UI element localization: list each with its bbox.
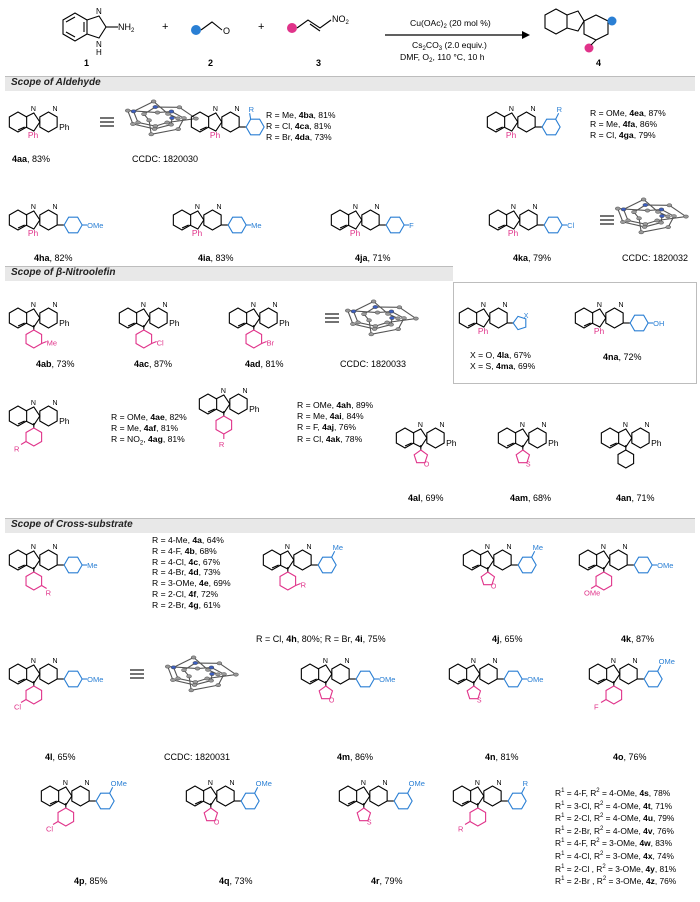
structure-4ia: [173, 204, 261, 238]
list-item: X = O, 4la, 67%: [470, 350, 531, 360]
structure-4q: [186, 779, 272, 826]
list-item: $R^1 = 4-F$, $R^2 = 4-OMe$, 4s, 78%: [555, 787, 671, 798]
svg-text:Ph: Ph: [651, 438, 662, 448]
svg-text:N: N: [470, 658, 476, 665]
structure-4p: [41, 779, 127, 833]
svg-text:N: N: [216, 204, 222, 211]
svg-text:Ph: Ph: [505, 130, 517, 140]
svg-text:N: N: [52, 544, 58, 551]
crystal-structure-1820033: [345, 300, 418, 336]
label-4ac: 4ac, 87%: [134, 359, 173, 369]
structure-4k: [579, 544, 673, 598]
structure-4al: [396, 422, 456, 469]
svg-text:N: N: [229, 780, 235, 787]
svg-text:N: N: [30, 544, 36, 551]
label-4r: 4r, 79%: [371, 876, 403, 886]
svg-text:Me: Me: [532, 543, 544, 553]
svg-text:O: O: [490, 583, 497, 591]
list-item: R = Cl, 4ak, 78%: [297, 433, 363, 444]
svg-text:R: R: [300, 580, 307, 590]
svg-text:OMe: OMe: [408, 779, 425, 789]
crystal-structure-1820030: [125, 100, 198, 136]
list-item: $R^1 = 2-Cl$, $R^2 = 4-OMe$, 4u, 79%: [555, 812, 675, 823]
svg-text:N: N: [506, 544, 512, 551]
scheme-drawing: [0, 0, 700, 72]
label-4n: 4n, 81%: [485, 752, 519, 762]
svg-text:Ph: Ph: [191, 228, 203, 238]
svg-text:Ph: Ph: [209, 130, 221, 140]
label-4p: 4p, 85%: [74, 876, 108, 886]
svg-text:N: N: [510, 204, 516, 211]
svg-text:N: N: [439, 422, 445, 429]
compound-3-label: 3: [316, 58, 322, 68]
structure-4ka: [489, 204, 574, 238]
svg-text:R: R: [522, 779, 529, 789]
svg-text:N: N: [284, 544, 290, 551]
svg-text:N: N: [52, 106, 58, 113]
compound-2-structure: [191, 22, 222, 35]
svg-text:Ph: Ph: [59, 416, 70, 426]
arrow-head: [522, 31, 530, 39]
svg-text:OMe: OMe: [110, 779, 127, 789]
svg-text:Cl: Cl: [14, 702, 22, 712]
svg-text:Me: Me: [332, 543, 344, 553]
svg-text:N: N: [52, 658, 58, 665]
svg-text:R: R: [248, 105, 255, 115]
list-item: R = Cl, 4ga, 79%: [590, 130, 656, 141]
svg-text:N: N: [140, 302, 146, 309]
svg-text:S: S: [525, 461, 531, 469]
svg-text:OMe: OMe: [657, 561, 674, 570]
svg-text:N: N: [272, 302, 278, 309]
list-4s-4z: [555, 786, 676, 887]
svg-text:N: N: [352, 204, 358, 211]
svg-text:OMe: OMe: [527, 675, 544, 684]
list-4ba-4da: [266, 110, 336, 144]
list-item: R = F, 4aj, 76%: [297, 422, 357, 433]
svg-text:N: N: [52, 400, 58, 407]
list-item: R = Me, 4af, 81%: [111, 423, 179, 434]
label-4q: 4q, 73%: [219, 876, 253, 886]
svg-text:N: N: [610, 658, 616, 665]
svg-text:R: R: [45, 588, 52, 598]
svg-text:Ph: Ph: [169, 318, 180, 328]
list-4ah-4ak: [297, 400, 373, 445]
condition-base: $Cs_2CO_3$ (2.0 equiv.): [412, 40, 487, 52]
svg-text:N: N: [492, 658, 498, 665]
list-item: X = S, 4ma, 69%: [470, 361, 536, 372]
nh-h-label: H: [96, 48, 102, 57]
section-title-aldehyde: Scope of Aldehyde: [11, 77, 101, 88]
plus-sign-1: +: [162, 21, 169, 33]
svg-text:N: N: [360, 780, 366, 787]
svg-text:Ph: Ph: [27, 228, 39, 238]
svg-text:N: N: [600, 544, 606, 551]
plus-sign-2: +: [258, 21, 265, 33]
svg-text:S: S: [366, 819, 372, 827]
section-title-nitroolefin: Scope of β-Nitroolefin: [11, 267, 116, 278]
svg-text:Ph: Ph: [548, 438, 559, 448]
list-4ae-4ag: [111, 412, 187, 450]
section-header-aldehyde: [5, 76, 695, 91]
equivalence-sign: [130, 670, 144, 678]
structure-4a: [9, 544, 97, 598]
label-4ab: 4ab, 73%: [36, 359, 75, 369]
crystal-structure-1820031: [165, 656, 238, 692]
label-4ia: 4ia, 83%: [198, 253, 234, 263]
svg-text:N: N: [632, 658, 638, 665]
crystal-structure-1820032: [615, 198, 688, 234]
list-item: R = Me, 4fa, 86%: [590, 119, 658, 130]
svg-text:Cl: Cl: [567, 221, 575, 230]
list-item: R = 2-Cl, 4f, 72%: [152, 588, 219, 599]
svg-text:OMe: OMe: [87, 221, 104, 230]
svg-text:F: F: [594, 702, 599, 712]
section-title-cross: Scope of Cross-substrate: [11, 519, 133, 530]
svg-text:N: N: [508, 106, 514, 113]
list-item: R = Me, 4ba, 81%: [266, 110, 336, 120]
svg-text:N: N: [242, 388, 248, 395]
list-item: R = OMe, 4ae, 82%: [111, 412, 187, 422]
structure-4an: [601, 422, 661, 468]
list-item: R = Me, 4ai, 84%: [297, 411, 364, 422]
compound-2-label: 2: [208, 58, 214, 68]
svg-text:N: N: [344, 658, 350, 665]
svg-text:N: N: [52, 302, 58, 309]
structure-4ac: [119, 302, 179, 348]
svg-text:Ph: Ph: [446, 438, 457, 448]
svg-text:N: N: [382, 780, 388, 787]
svg-text:Ph: Ph: [477, 326, 489, 336]
svg-text:N: N: [30, 302, 36, 309]
svg-text:Ph: Ph: [279, 318, 290, 328]
svg-text:N: N: [30, 400, 36, 407]
svg-text:Br: Br: [266, 338, 275, 348]
svg-text:N: N: [162, 302, 168, 309]
list-item: $R = NO_2$, 4ag, 81%: [111, 434, 185, 448]
list-item: R = 4-Cl, 4c, 67%: [152, 556, 221, 567]
list-item: R = 4-Br, 4d, 73%: [152, 567, 221, 578]
ccdc-1820032: CCDC: 1820032: [622, 253, 689, 263]
list-item: $R^1 = 4-F$, $R^2 = 3-OMe$, 4w, 83%: [555, 838, 673, 849]
svg-text:N: N: [52, 204, 58, 211]
ccdc-1820033: CCDC: 1820033: [340, 359, 407, 369]
structure-4ea: [487, 105, 562, 140]
svg-text:N: N: [207, 780, 213, 787]
svg-text:N: N: [84, 780, 90, 787]
label-4ha: 4ha, 82%: [34, 253, 73, 263]
svg-text:N: N: [62, 780, 68, 787]
list-item: R = OMe, 4ah, 89%: [297, 400, 374, 410]
label-4na: 4na, 72%: [603, 352, 642, 362]
list-item: R = 4-F, 4b, 68%: [152, 545, 217, 556]
reaction-scheme: [0, 0, 700, 72]
list-item: $R^1 = 2-Br$ , $R^2 = 3-OMe$, 4z, 76%: [555, 875, 677, 886]
label-4al: 4al, 69%: [408, 493, 444, 503]
svg-text:N: N: [532, 204, 538, 211]
list-4la-4ma: [470, 350, 535, 372]
svg-text:OMe: OMe: [658, 657, 675, 667]
svg-text:Ph: Ph: [27, 130, 39, 140]
label-4an: 4an, 71%: [616, 493, 655, 503]
label-4ad: 4ad, 81%: [245, 359, 284, 369]
structure-4ah: [199, 388, 259, 449]
svg-text:N: N: [596, 302, 602, 309]
compound-3-structure: [287, 20, 331, 33]
product-4-structure: [545, 9, 608, 40]
label-4j: 4j, 65%: [492, 634, 523, 644]
svg-text:X: X: [523, 312, 529, 320]
svg-text:Cl: Cl: [156, 338, 164, 348]
label-4h-4i: R = Cl, 4h, 80%; R = Br, 4i, 75%: [256, 634, 386, 644]
label-4o: 4o, 76%: [613, 752, 647, 762]
list-4ea-4ga: [590, 108, 666, 142]
structure-4ab: [9, 302, 69, 348]
svg-text:N: N: [306, 544, 312, 551]
svg-text:N: N: [30, 204, 36, 211]
label-4m: 4m, 86%: [337, 752, 374, 762]
svg-text:R: R: [556, 105, 563, 115]
structure-4am: [498, 422, 558, 469]
label-4k: 4k, 87%: [621, 634, 655, 644]
svg-text:Cl: Cl: [46, 824, 54, 834]
svg-text:O: O: [423, 461, 430, 469]
structure-4o: [589, 657, 675, 711]
svg-text:R: R: [14, 444, 20, 454]
list-item: R = OMe, 4ea, 87%: [590, 108, 666, 118]
list-item: R = 4-Me, 4a, 64%: [152, 535, 224, 545]
nh2-label: $NH_2$: [118, 22, 135, 34]
structure-4ae: [9, 400, 69, 454]
label-4ja: 4ja, 71%: [355, 253, 391, 263]
svg-text:N: N: [30, 106, 36, 113]
svg-text:N: N: [322, 658, 328, 665]
svg-text:N: N: [220, 388, 226, 395]
svg-text:N: N: [480, 302, 486, 309]
aldehyde-o-label: O: [223, 26, 231, 36]
list-item: R = Cl, 4ca, 81%: [266, 121, 332, 132]
condition-catalyst: $Cu(OAc)_2$ (20 mol %): [410, 18, 491, 30]
svg-text:N: N: [502, 302, 508, 309]
svg-text:Me: Me: [87, 561, 98, 570]
list-item: $R^1 = 2-Cl$ , $R^2 = 3-OMe$, 4y, 81%: [555, 863, 677, 874]
svg-text:OMe: OMe: [379, 675, 396, 684]
svg-text:OMe: OMe: [255, 779, 272, 789]
compound-1-structure: [63, 13, 118, 41]
equivalence-sign: [600, 216, 614, 224]
atom-n-label: N: [96, 7, 102, 16]
svg-text:N: N: [30, 658, 36, 665]
svg-text:N: N: [212, 106, 218, 113]
svg-text:Ph: Ph: [507, 228, 519, 238]
structure-4m: [301, 658, 395, 705]
structure-4j: [463, 543, 543, 590]
svg-text:N: N: [541, 422, 547, 429]
list-item: R = Br, 4da, 73%: [266, 132, 332, 143]
label-4l: 4l, 65%: [45, 752, 76, 762]
label-4ka: 4ka, 79%: [513, 253, 552, 263]
svg-text:N: N: [519, 422, 525, 429]
structure-4ad: [229, 302, 289, 348]
structure-4s: [453, 779, 528, 833]
svg-text:Ph: Ph: [59, 122, 70, 132]
svg-text:N: N: [530, 106, 536, 113]
structure-4n: [449, 658, 543, 705]
svg-text:Ph: Ph: [249, 404, 260, 414]
structure-4ba: [191, 105, 264, 140]
list-4a-4g: [152, 535, 231, 611]
section-header-nitroolefin: [5, 266, 453, 281]
ccdc-1820031: CCDC: 1820031: [164, 752, 231, 762]
svg-text:N: N: [374, 204, 380, 211]
svg-text:Ph: Ph: [593, 326, 605, 336]
svg-text:N: N: [474, 780, 480, 787]
list-item: $R^1 = 4-Cl$, $R^2 = 3-OMe$, 4x, 74%: [555, 850, 674, 861]
svg-text:OH: OH: [653, 319, 665, 328]
svg-text:Me: Me: [46, 338, 58, 348]
svg-text:R: R: [458, 824, 464, 834]
svg-text:N: N: [644, 422, 650, 429]
section-header-cross: [5, 518, 695, 533]
svg-text:N: N: [496, 780, 502, 787]
svg-text:N: N: [622, 544, 628, 551]
ccdc-1820030: CCDC: 1820030: [132, 154, 199, 164]
compound-4-label: 4: [596, 58, 602, 68]
svg-text:F: F: [409, 221, 414, 230]
svg-text:N: N: [194, 204, 200, 211]
svg-text:OMe: OMe: [87, 675, 104, 684]
svg-text:N: N: [618, 302, 624, 309]
list-item: R = 3-OMe, 4e, 69%: [152, 578, 231, 589]
structure-4h: [263, 543, 343, 590]
svg-text:Me: Me: [251, 221, 262, 230]
label-4aa: 4aa, 83%: [12, 154, 51, 164]
svg-text:S: S: [476, 697, 482, 705]
structure-4ja: [331, 204, 414, 238]
svg-text:O: O: [328, 697, 335, 705]
condition-solvent: DMF, $O_2$, 110 °C, 10 h: [400, 52, 485, 64]
svg-text:OMe: OMe: [584, 588, 601, 598]
label-4am: 4am, 68%: [510, 493, 552, 503]
list-item: R = 2-Br, 4g, 61%: [152, 599, 221, 610]
structure-4ha: [9, 204, 103, 238]
svg-text:N: N: [234, 106, 240, 113]
svg-text:O: O: [213, 819, 220, 827]
svg-text:N: N: [622, 422, 628, 429]
structure-4aa: [9, 106, 69, 140]
svg-text:N: N: [250, 302, 256, 309]
structure-4r: [339, 779, 425, 826]
list-item: $R^1 = 3-Cl$, $R^2 = 4-OMe$, 4t, 71%: [555, 800, 673, 811]
svg-text:N: N: [417, 422, 423, 429]
list-item: $R^1 = 2-Br$, $R^2 = 4-OMe$, 4v, 76%: [555, 825, 674, 836]
svg-text:R: R: [218, 440, 225, 449]
no2-label: $NO_2$: [332, 14, 349, 26]
equivalence-sign: [100, 118, 114, 126]
equivalence-sign: [325, 314, 339, 322]
nh-label: N: [96, 40, 102, 49]
svg-text:N: N: [484, 544, 490, 551]
svg-text:Ph: Ph: [349, 228, 361, 238]
structure-4l: [9, 658, 103, 712]
compound-1-label: 1: [84, 58, 90, 68]
svg-text:Ph: Ph: [59, 318, 70, 328]
